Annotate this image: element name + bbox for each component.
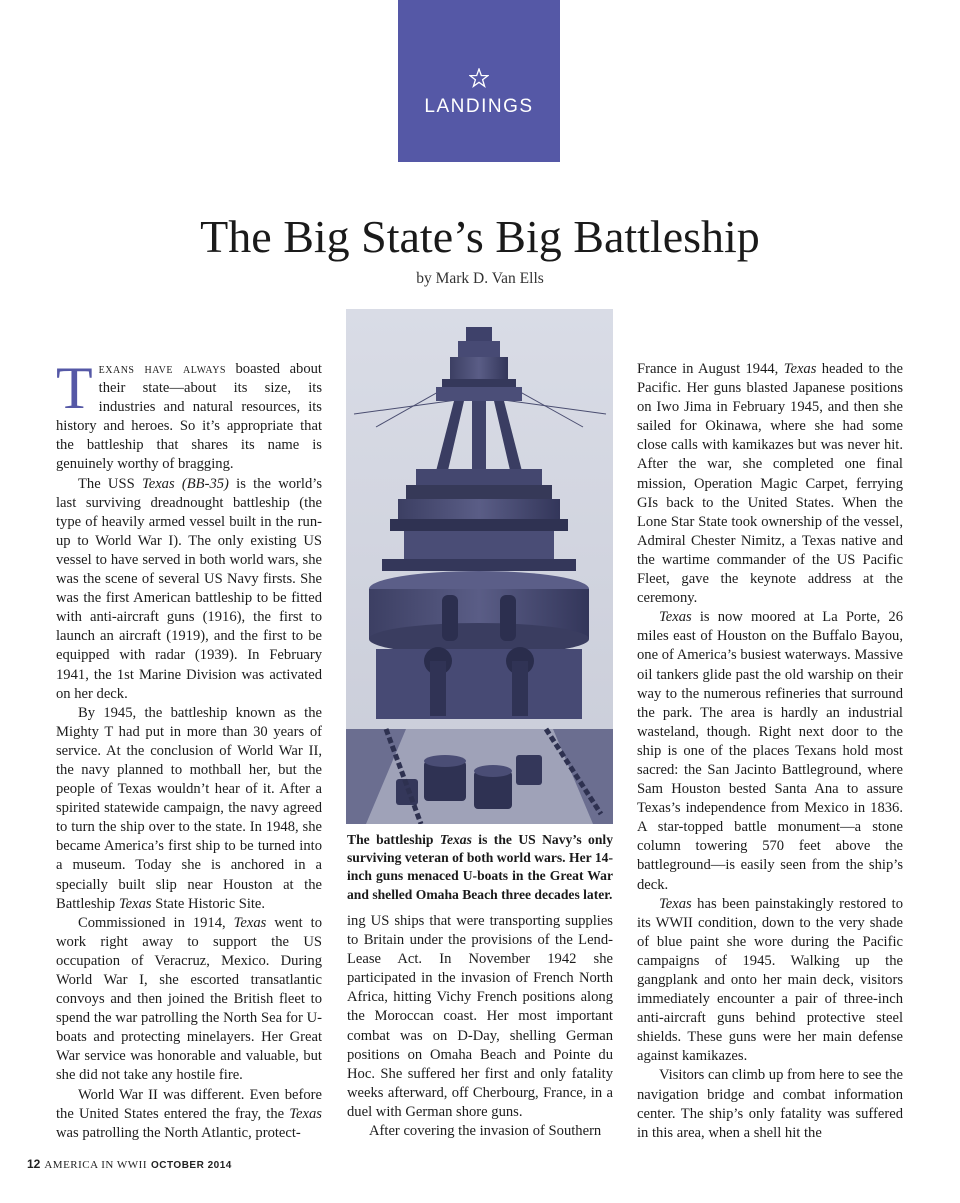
text-column-3 bbox=[637, 360, 903, 1143]
text-column-2 bbox=[347, 912, 613, 1141]
issue-date: OCTOBER 2014 bbox=[150, 1160, 232, 1171]
paragraph: Commissioned in 1914, Texas went to work right away to support the US occupation of Veracruz, Mexico. During World War I, she escorted transatlantic convoys and then joined the British fleet to spend the war patrolling the North Sea for U-boats and protecting minelayers. Her Great War service was honorable and valuable, but she did not take any hostile fire. bbox=[56, 914, 322, 1084]
text-column-1 bbox=[56, 355, 322, 1143]
paragraph: After covering the invasion of Southern bbox=[369, 1123, 602, 1140]
star-icon bbox=[398, 68, 560, 88]
article-title: The Big State’s Big Battleship bbox=[200, 211, 760, 262]
page-number: 12 bbox=[27, 1157, 41, 1171]
paragraph: Texas is now moored at La Porte, 26 miles east of Houston on the Buffalo Bayou, one of America’s busiest waterways. Massive oil tankers glide past the old warship on their way to the numerous refineries that surround the park. The area is hardly an industrial wasteland, though. Right next door to the ship is one of the places Texans hold most sacred: the San Jacinto Battleground, where Sam Houston bested Santa Ana to assure Texas’s independence from Mexico in 1836. A star-topped battle monument—a stone column towering 570 feet above the battleground—is easily seen from the ship’s deck. bbox=[637, 609, 903, 893]
paragraph: By 1945, the battleship known as the Mighty T had put in more than 30 years of service. At the conclusion of World War II, the navy planned to mothball her, but the people of Texas wouldn’t hear of it. After a spirited statewide campaign, the navy agreed to turn the ship over to the state. In 1948, she became America’s first ship to be turned into a museum. Today she is anchored in a specially built slip near Houston at the Battleship Texas State Historic Site. bbox=[56, 704, 322, 912]
paragraph: Texans have always boasted about their state—about its size, its industries and natural resources, its history and heroes. So it’s appropriate that the battleship that shares its name is genuinely worthy of bragging. bbox=[56, 355, 322, 473]
paragraph: Texas has been painstakingly restored to its WWII condition, down to the very shade of blue paint she wore during the Pacific campaigns of 1945. Walking up the gangplank and onto her main deck, visitors immediately encounter a pair of three-inch anti-aircraft guns behind protective steel shields. These guns were her main defense against kamikazes. bbox=[637, 895, 903, 1065]
photo-caption: The battleship Texas is the US Navy’s only surviving veteran of both world wars. Her 14-inch guns menaced U-boats in the Great War and shelled Omaha Beach three decades later. bbox=[347, 832, 613, 902]
drop-cap: T bbox=[56, 355, 93, 421]
paragraph: The USS Texas (BB-35) is the world’s last surviving dreadnought battleship (the type of heavily armed vessel built in the run-up to World War I). The only existing US vessel to have served in both world wars, she was the scene of several US Navy firsts. She was the first American battleship to be fitted with anti-aircraft guns (1916), the first to launch an aircraft (1919), and the first to be equipped with radar (1939). In February 1941, the 1st Marine Division was activated on her deck. bbox=[56, 475, 322, 702]
paragraph: ing US ships that were transporting supplies to Britain under the provisions of the Lend-Lease Act. In November 1942 she participated in the invasion of French North Africa, hitting Vichy French positions along the Moroccan coast. Her most important combat was on D-Day, shelling German positions on Omaha Beach and Pointe du Hoc. She suffered her first and only fatality weeks afterward, off Cherbourg, France, in a duel with German shore guns. bbox=[347, 913, 613, 1120]
paragraph: France in August 1944, Texas headed to the Pacific. Her guns blasted Japanese positions on Iwo Jima in February 1945, and then she sailed for Okinawa, where she had some close calls with kamikazes but was never hit. After the war, she completed one final mission, Operation Magic Carpet, ferrying GIs back to the United States. When the Lone Star State took ownership of the vessel, Admiral Chester Nimitz, a Texas native and the wartime commander of the US Pacific Fleet, gave the keynote address at the ceremony. bbox=[637, 361, 903, 607]
magazine-name: AMERICA IN WWII bbox=[44, 1159, 147, 1171]
section-tab bbox=[398, 0, 560, 162]
page-footer bbox=[27, 1157, 232, 1171]
section-label: LANDINGS bbox=[424, 96, 534, 117]
battleship-photo bbox=[346, 309, 613, 824]
paragraph: World War II was different. Even before the United States entered the fray, the Texas was patrolling the North Atlantic, protect- bbox=[56, 1086, 322, 1141]
paragraph: Visitors can climb up from here to see the navigation bridge and combat information center. The ship’s only fatality was suffered in this area, when a shell hit the bbox=[637, 1067, 903, 1141]
byline: by Mark D. Van Ells bbox=[416, 270, 544, 287]
